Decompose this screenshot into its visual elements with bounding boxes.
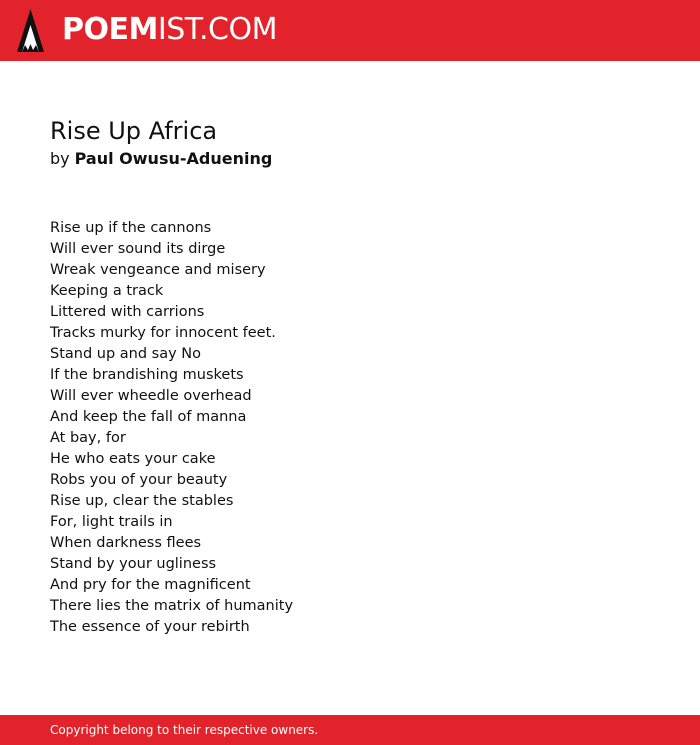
poem-line: Stand by your ugliness	[50, 556, 217, 572]
poem-line: For, light trails in	[50, 514, 173, 530]
site-footer	[0, 715, 700, 745]
logo-light-text: IST.COM	[157, 12, 277, 47]
author-link[interactable]: Paul Owusu-Aduening	[74, 149, 273, 168]
poem-title: Rise Up Africa	[50, 117, 218, 145]
poem-line: The essence of your rebirth	[50, 619, 250, 635]
copyright-text: Copyright belong to their respective owners.	[50, 723, 319, 737]
poem-line: Rise up, clear the stables	[50, 493, 234, 509]
poem-line: Littered with carrions	[50, 304, 205, 320]
poem-line: Robs you of your beauty	[50, 472, 228, 488]
poem-line: When darkness flees	[50, 535, 202, 551]
poem-line: And pry for the magnificent	[50, 577, 251, 593]
poem-line: Rise up if the cannons	[50, 220, 212, 236]
poem-line: Will ever wheedle overhead	[50, 388, 252, 404]
by-label: by	[50, 149, 70, 168]
site-logo[interactable]	[62, 11, 277, 49]
poem-line: Keeping a track	[50, 283, 164, 299]
poem-line: There lies the matrix of humanity	[50, 598, 294, 614]
poem-line: If the brandishing muskets	[50, 367, 244, 383]
poem-line: At bay, for	[50, 430, 126, 446]
logo-bold-text: POEM	[62, 12, 158, 47]
pencil-icon[interactable]	[17, 9, 44, 52]
poem-line: And keep the fall of manna	[50, 409, 247, 425]
poem-line: He who eats your cake	[50, 451, 216, 467]
poem-line: Tracks murky for innocent feet.	[50, 325, 276, 341]
poem-line: Stand up and say No	[50, 346, 202, 362]
site-header	[0, 0, 700, 61]
poem-line: Wreak vengeance and misery	[50, 262, 266, 278]
poem-body	[50, 218, 293, 638]
byline	[50, 148, 272, 170]
poem-line: Will ever sound its dirge	[50, 241, 226, 257]
